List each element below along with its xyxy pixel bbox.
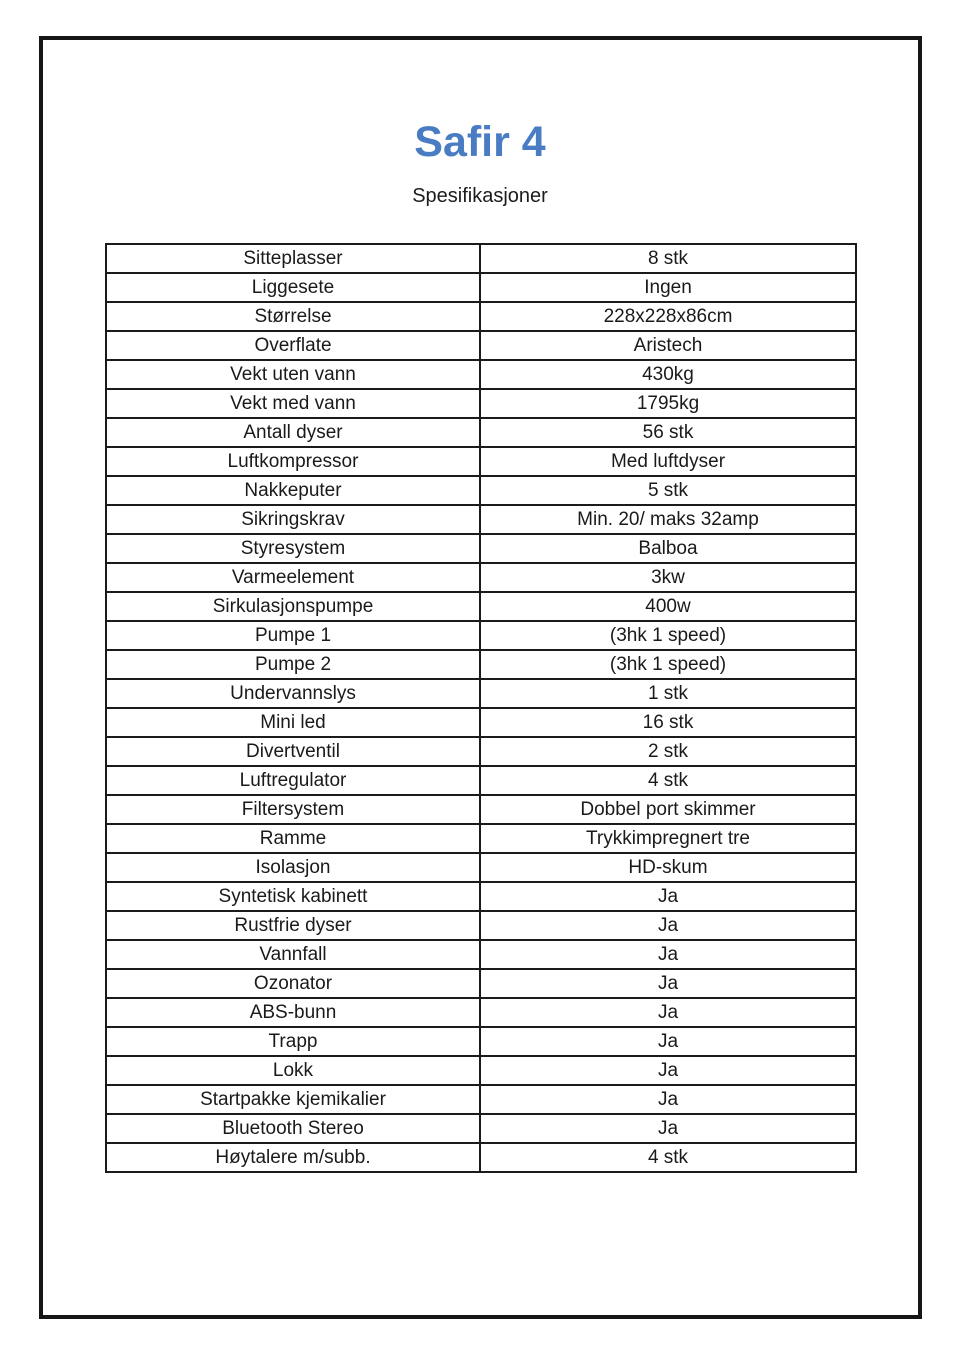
spec-label: Høytalere m/subb. bbox=[106, 1143, 480, 1172]
spec-label: Styresystem bbox=[106, 534, 480, 563]
spec-value: Ja bbox=[480, 940, 856, 969]
spec-label: Luftkompressor bbox=[106, 447, 480, 476]
spec-label: Vannfall bbox=[106, 940, 480, 969]
spec-label: Sitteplasser bbox=[106, 244, 480, 273]
table-row bbox=[106, 476, 856, 505]
spec-label: Sikringskrav bbox=[106, 505, 480, 534]
spec-value: Ja bbox=[480, 969, 856, 998]
spec-value: 3kw bbox=[480, 563, 856, 592]
table-row bbox=[106, 1056, 856, 1085]
table-row bbox=[106, 998, 856, 1027]
spec-value: 1 stk bbox=[480, 679, 856, 708]
table-row bbox=[106, 882, 856, 911]
spec-value: Aristech bbox=[480, 331, 856, 360]
spec-value: 56 stk bbox=[480, 418, 856, 447]
spec-value: Ja bbox=[480, 1114, 856, 1143]
table-row bbox=[106, 795, 856, 824]
table-row bbox=[106, 650, 856, 679]
table-row bbox=[106, 940, 856, 969]
spec-value: Med luftdyser bbox=[480, 447, 856, 476]
spec-label: Pumpe 1 bbox=[106, 621, 480, 650]
spec-label: Vekt uten vann bbox=[106, 360, 480, 389]
table-row bbox=[106, 331, 856, 360]
spec-label: Vekt med vann bbox=[106, 389, 480, 418]
table-row bbox=[106, 969, 856, 998]
spec-value: Ja bbox=[480, 1027, 856, 1056]
spec-value: 4 stk bbox=[480, 766, 856, 795]
table-row bbox=[106, 1085, 856, 1114]
spec-value: 4 stk bbox=[480, 1143, 856, 1172]
spec-value: Ja bbox=[480, 911, 856, 940]
spec-label: Antall dyser bbox=[106, 418, 480, 447]
spec-value: 5 stk bbox=[480, 476, 856, 505]
table-row bbox=[106, 244, 856, 273]
table-row bbox=[106, 1027, 856, 1056]
page-subtitle: Spesifikasjoner bbox=[412, 185, 548, 207]
spec-label: Liggesete bbox=[106, 273, 480, 302]
spec-label: Syntetisk kabinett bbox=[106, 882, 480, 911]
table-row bbox=[106, 418, 856, 447]
spec-value: (3hk 1 speed) bbox=[480, 650, 856, 679]
table-row bbox=[106, 766, 856, 795]
spec-value: 16 stk bbox=[480, 708, 856, 737]
spec-label: Lokk bbox=[106, 1056, 480, 1085]
table-row bbox=[106, 679, 856, 708]
spec-label: Luftregulator bbox=[106, 766, 480, 795]
table-row bbox=[106, 621, 856, 650]
spec-value: Balboa bbox=[480, 534, 856, 563]
spec-label: Pumpe 2 bbox=[106, 650, 480, 679]
spec-table-body bbox=[106, 244, 856, 1172]
spec-value: 430kg bbox=[480, 360, 856, 389]
spec-value: 400w bbox=[480, 592, 856, 621]
table-row bbox=[106, 563, 856, 592]
spec-label: Nakkeputer bbox=[106, 476, 480, 505]
table-row bbox=[106, 853, 856, 882]
table-row bbox=[106, 273, 856, 302]
spec-value: Dobbel port skimmer bbox=[480, 795, 856, 824]
spec-label: Mini led bbox=[106, 708, 480, 737]
spec-label: Sirkulasjonspumpe bbox=[106, 592, 480, 621]
spec-value: Ja bbox=[480, 998, 856, 1027]
table-row bbox=[106, 708, 856, 737]
spec-value: Trykkimpregnert tre bbox=[480, 824, 856, 853]
spec-value: 1795kg bbox=[480, 389, 856, 418]
spec-label: Bluetooth Stereo bbox=[106, 1114, 480, 1143]
table-row bbox=[106, 1114, 856, 1143]
table-row bbox=[106, 1143, 856, 1172]
table-row bbox=[106, 824, 856, 853]
spec-value: 8 stk bbox=[480, 244, 856, 273]
spec-label: Trapp bbox=[106, 1027, 480, 1056]
spec-value: Ja bbox=[480, 1056, 856, 1085]
spec-value: Ingen bbox=[480, 273, 856, 302]
table-row bbox=[106, 592, 856, 621]
spec-label: Rustfrie dyser bbox=[106, 911, 480, 940]
spec-value: HD-skum bbox=[480, 853, 856, 882]
table-row bbox=[106, 389, 856, 418]
table-row bbox=[106, 534, 856, 563]
table-row bbox=[106, 911, 856, 940]
spec-label: Isolasjon bbox=[106, 853, 480, 882]
spec-value: (3hk 1 speed) bbox=[480, 621, 856, 650]
spec-value: Ja bbox=[480, 882, 856, 911]
spec-label: Overflate bbox=[106, 331, 480, 360]
spec-value: Ja bbox=[480, 1085, 856, 1114]
spec-value: 228x228x86cm bbox=[480, 302, 856, 331]
spec-label: Ozonator bbox=[106, 969, 480, 998]
spec-label: Varmeelement bbox=[106, 563, 480, 592]
table-row bbox=[106, 505, 856, 534]
spec-label: Divertventil bbox=[106, 737, 480, 766]
spec-table bbox=[105, 243, 857, 1173]
spec-value: 2 stk bbox=[480, 737, 856, 766]
table-row bbox=[106, 737, 856, 766]
spec-label: Filtersystem bbox=[106, 795, 480, 824]
spec-value: Min. 20/ maks 32amp bbox=[480, 505, 856, 534]
spec-label: Startpakke kjemikalier bbox=[106, 1085, 480, 1114]
spec-label: Størrelse bbox=[106, 302, 480, 331]
spec-label: Undervannslys bbox=[106, 679, 480, 708]
table-row bbox=[106, 447, 856, 476]
table-row bbox=[106, 360, 856, 389]
table-row bbox=[106, 302, 856, 331]
spec-label: Ramme bbox=[106, 824, 480, 853]
spec-label: ABS-bunn bbox=[106, 998, 480, 1027]
page-title: Safir 4 bbox=[414, 118, 546, 166]
